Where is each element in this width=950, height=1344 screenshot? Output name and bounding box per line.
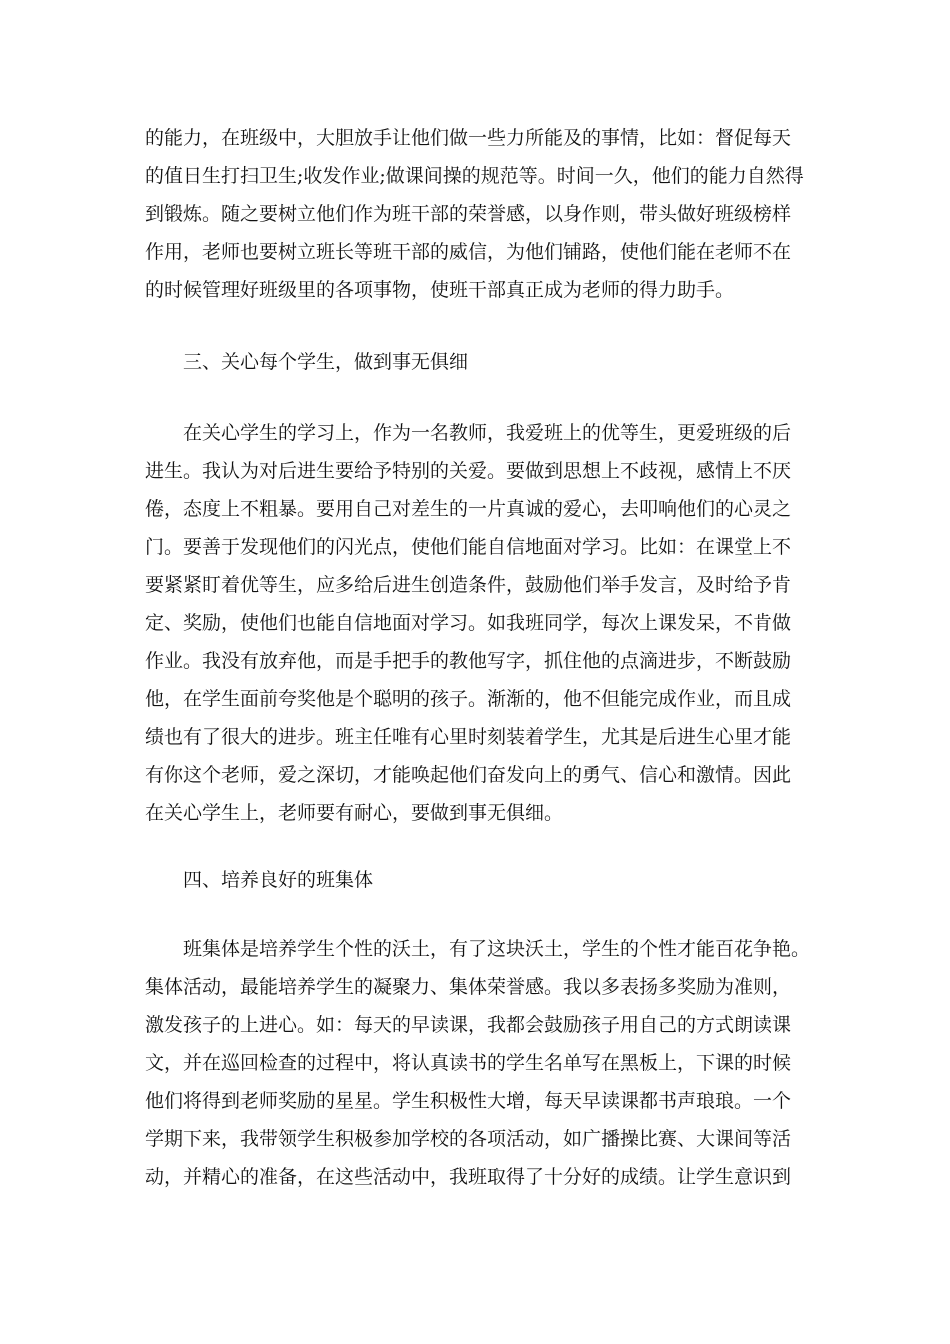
text-line: 学期下来，我带领学生积极参加学校的各项活动，如广播操比赛、大课间等活: [145, 1128, 792, 1150]
text-line: 在关心学生上，老师要有耐心，要做到事无俱细。: [145, 802, 564, 824]
text-line: 绩也有了很大的进步。班主任唯有心里时刻装着学生，尤其是后进生心里才能: [145, 726, 792, 748]
text-line: 班集体是培养学生个性的沃土，有了这块沃土，学生的个性才能百花争艳。: [183, 938, 811, 960]
text-line: 倦，态度上不粗暴。要用自己对差生的一片真诚的爱心，去叩响他们的心灵之: [145, 498, 792, 520]
text-line: 的能力，在班级中，大胆放手让他们做一些力所能及的事情，比如：督促每天: [145, 127, 792, 149]
paragraph-care-students: [145, 414, 815, 832]
section-heading-3: [145, 343, 815, 381]
text-line: 到锻炼。随之要树立他们作为班干部的荣誉感，以身作则，带头做好班级榜样: [145, 203, 792, 225]
text-line: 激发孩子的上进心。如：每天的早读课，我都会鼓励孩子用自己的方式朗读课: [145, 1014, 792, 1036]
text-line: 动，并精心的准备，在这些活动中，我班取得了十分好的成绩。让学生意识到: [145, 1166, 792, 1188]
heading-text: 四、培养良好的班集体: [183, 869, 374, 891]
text-line: 有你这个老师，爱之深切，才能唤起他们奋发向上的勇气、信心和激情。因此: [145, 764, 792, 786]
text-line: 要紧紧盯着优等生，应多给后进生创造条件，鼓励他们举手发言，及时给予肯: [145, 574, 792, 596]
paragraph-class-collective: [145, 930, 815, 1196]
text-line: 作用，老师也要树立班长等班干部的威信，为他们铺路，使他们能在老师不在: [145, 241, 792, 263]
text-line: 在关心学生的学习上，作为一名教师，我爱班上的优等生，更爱班级的后: [183, 422, 792, 444]
text-line: 门。要善于发现他们的闪光点，使他们能自信地面对学习。比如：在课堂上不: [145, 536, 792, 558]
text-line: 他，在学生面前夸奖他是个聪明的孩子。渐渐的，他不但能完成作业，而且成: [145, 688, 792, 710]
text-line: 作业。我没有放弃他，而是手把手的教他写字，抓住他的点滴进步，不断鼓励: [145, 650, 792, 672]
text-line: 定、奖励，使他们也能自信地面对学习。如我班同学，每次上课发呆，不肯做: [145, 612, 792, 634]
text-line: 进生。我认为对后进生要给予特别的关爱。要做到思想上不歧视，感情上不厌: [145, 460, 792, 482]
text-line: 他们将得到老师奖励的星星。学生积极性大增，每天早读课都书声琅琅。一个: [145, 1090, 792, 1112]
text-line: 的值日生打扫卫生;收发作业;做课间操的规范等。时间一久，他们的能力自然得: [145, 165, 804, 187]
text-line: 集体活动，最能培养学生的凝聚力、集体荣誉感。我以多表扬多奖励为准则，: [145, 976, 792, 998]
heading-text: 三、关心每个学生，做到事无俱细: [183, 351, 469, 373]
section-heading-4: [145, 861, 815, 899]
text-line: 文，并在巡回检查的过程中，将认真读书的学生名单写在黑板上，下课的时候: [145, 1052, 792, 1074]
text-line: 的时候管理好班级里的各项事物，使班干部真正成为老师的得力助手。: [145, 279, 735, 301]
paragraph-class-leaders: [145, 119, 815, 309]
